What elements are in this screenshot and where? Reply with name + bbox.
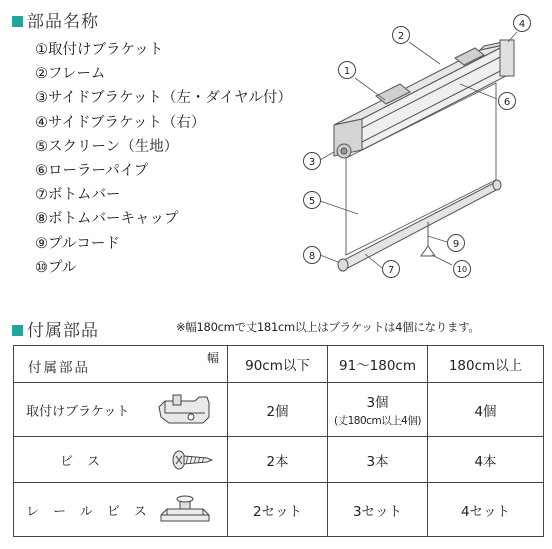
parts-list bbox=[35, 38, 292, 280]
parts-item: ⑩プル bbox=[35, 259, 77, 276]
callout-label: 8 bbox=[308, 251, 316, 262]
value-cell: 4セット bbox=[428, 483, 544, 537]
header-corner-cell bbox=[14, 346, 228, 383]
side-bracket-right bbox=[500, 40, 514, 76]
rail-screw-icon bbox=[157, 493, 213, 527]
value-cell: 4個 bbox=[428, 383, 544, 437]
header-width-label: 幅 bbox=[206, 351, 219, 365]
accessories-table bbox=[13, 345, 544, 537]
parts-item: ②フレーム bbox=[35, 66, 106, 83]
value-subnote: (丈180cm以上4個) bbox=[334, 415, 421, 427]
parts-title-text: 部品名称 bbox=[27, 12, 99, 32]
callout-label: 1 bbox=[343, 66, 351, 77]
value-text: 3個 bbox=[366, 395, 389, 411]
table-header-row bbox=[14, 346, 544, 383]
callout-label: 6 bbox=[503, 97, 511, 108]
parts-item: ⑧ボトムバーキャップ bbox=[35, 211, 179, 228]
parts-item: ①取付けブラケット bbox=[35, 42, 164, 58]
parts-item: ⑨プルコード bbox=[35, 235, 120, 252]
parts-section-title bbox=[12, 7, 99, 32]
callout-label: 10 bbox=[456, 265, 468, 274]
table-row bbox=[14, 437, 544, 483]
item-name: 取付けブラケット bbox=[26, 404, 130, 419]
screw-icon bbox=[169, 448, 213, 472]
bracket-note: ※幅180cmで丈181cm以上はブラケットは4個になります。 bbox=[176, 320, 480, 334]
parts-item: ④サイドブラケット（右） bbox=[35, 114, 206, 131]
column-header: 90cm以下 bbox=[228, 346, 328, 383]
table-row bbox=[14, 383, 544, 437]
parts-item: ⑥ローラーパイプ bbox=[35, 162, 149, 179]
table-row bbox=[14, 483, 544, 537]
callout-label: 3 bbox=[308, 157, 316, 168]
callout-label: 5 bbox=[308, 196, 316, 207]
header-item-label: 付属部品 bbox=[28, 360, 90, 376]
accessories-section-title bbox=[12, 316, 99, 341]
callout-label: 9 bbox=[452, 239, 460, 250]
bracket-icon bbox=[155, 393, 213, 427]
value-cell: 3本 bbox=[328, 437, 428, 483]
parts-item: ⑦ボトムバー bbox=[35, 187, 121, 204]
callout-label: 4 bbox=[518, 19, 526, 30]
roller-blind-diagram bbox=[290, 10, 540, 290]
title-square-mark bbox=[12, 325, 23, 336]
item-name: ビス bbox=[60, 454, 115, 469]
accessories-title-text: 付属部品 bbox=[27, 321, 99, 341]
value-cell: 2個 bbox=[228, 383, 328, 437]
value-cell: 2セット bbox=[228, 483, 328, 537]
callout-label: 2 bbox=[397, 31, 405, 42]
bottom-bar-cap bbox=[338, 259, 348, 271]
pull bbox=[421, 246, 435, 256]
item-cell bbox=[14, 437, 228, 483]
column-header: 180cm以上 bbox=[428, 346, 544, 383]
value-cell bbox=[328, 383, 428, 437]
value-cell: 2本 bbox=[228, 437, 328, 483]
parts-item: ⑤スクリーン（生地） bbox=[35, 138, 179, 155]
item-cell bbox=[14, 383, 228, 437]
value-cell: 3セット bbox=[328, 483, 428, 537]
item-cell bbox=[14, 483, 228, 537]
column-header: 91〜180cm bbox=[328, 346, 428, 383]
parts-item: ③サイドブラケット（左・ダイヤル付） bbox=[35, 90, 292, 107]
callout-label: 7 bbox=[387, 265, 395, 276]
title-square-mark bbox=[12, 16, 23, 27]
value-cell: 4本 bbox=[428, 437, 544, 483]
item-name: レールビス bbox=[26, 504, 161, 519]
